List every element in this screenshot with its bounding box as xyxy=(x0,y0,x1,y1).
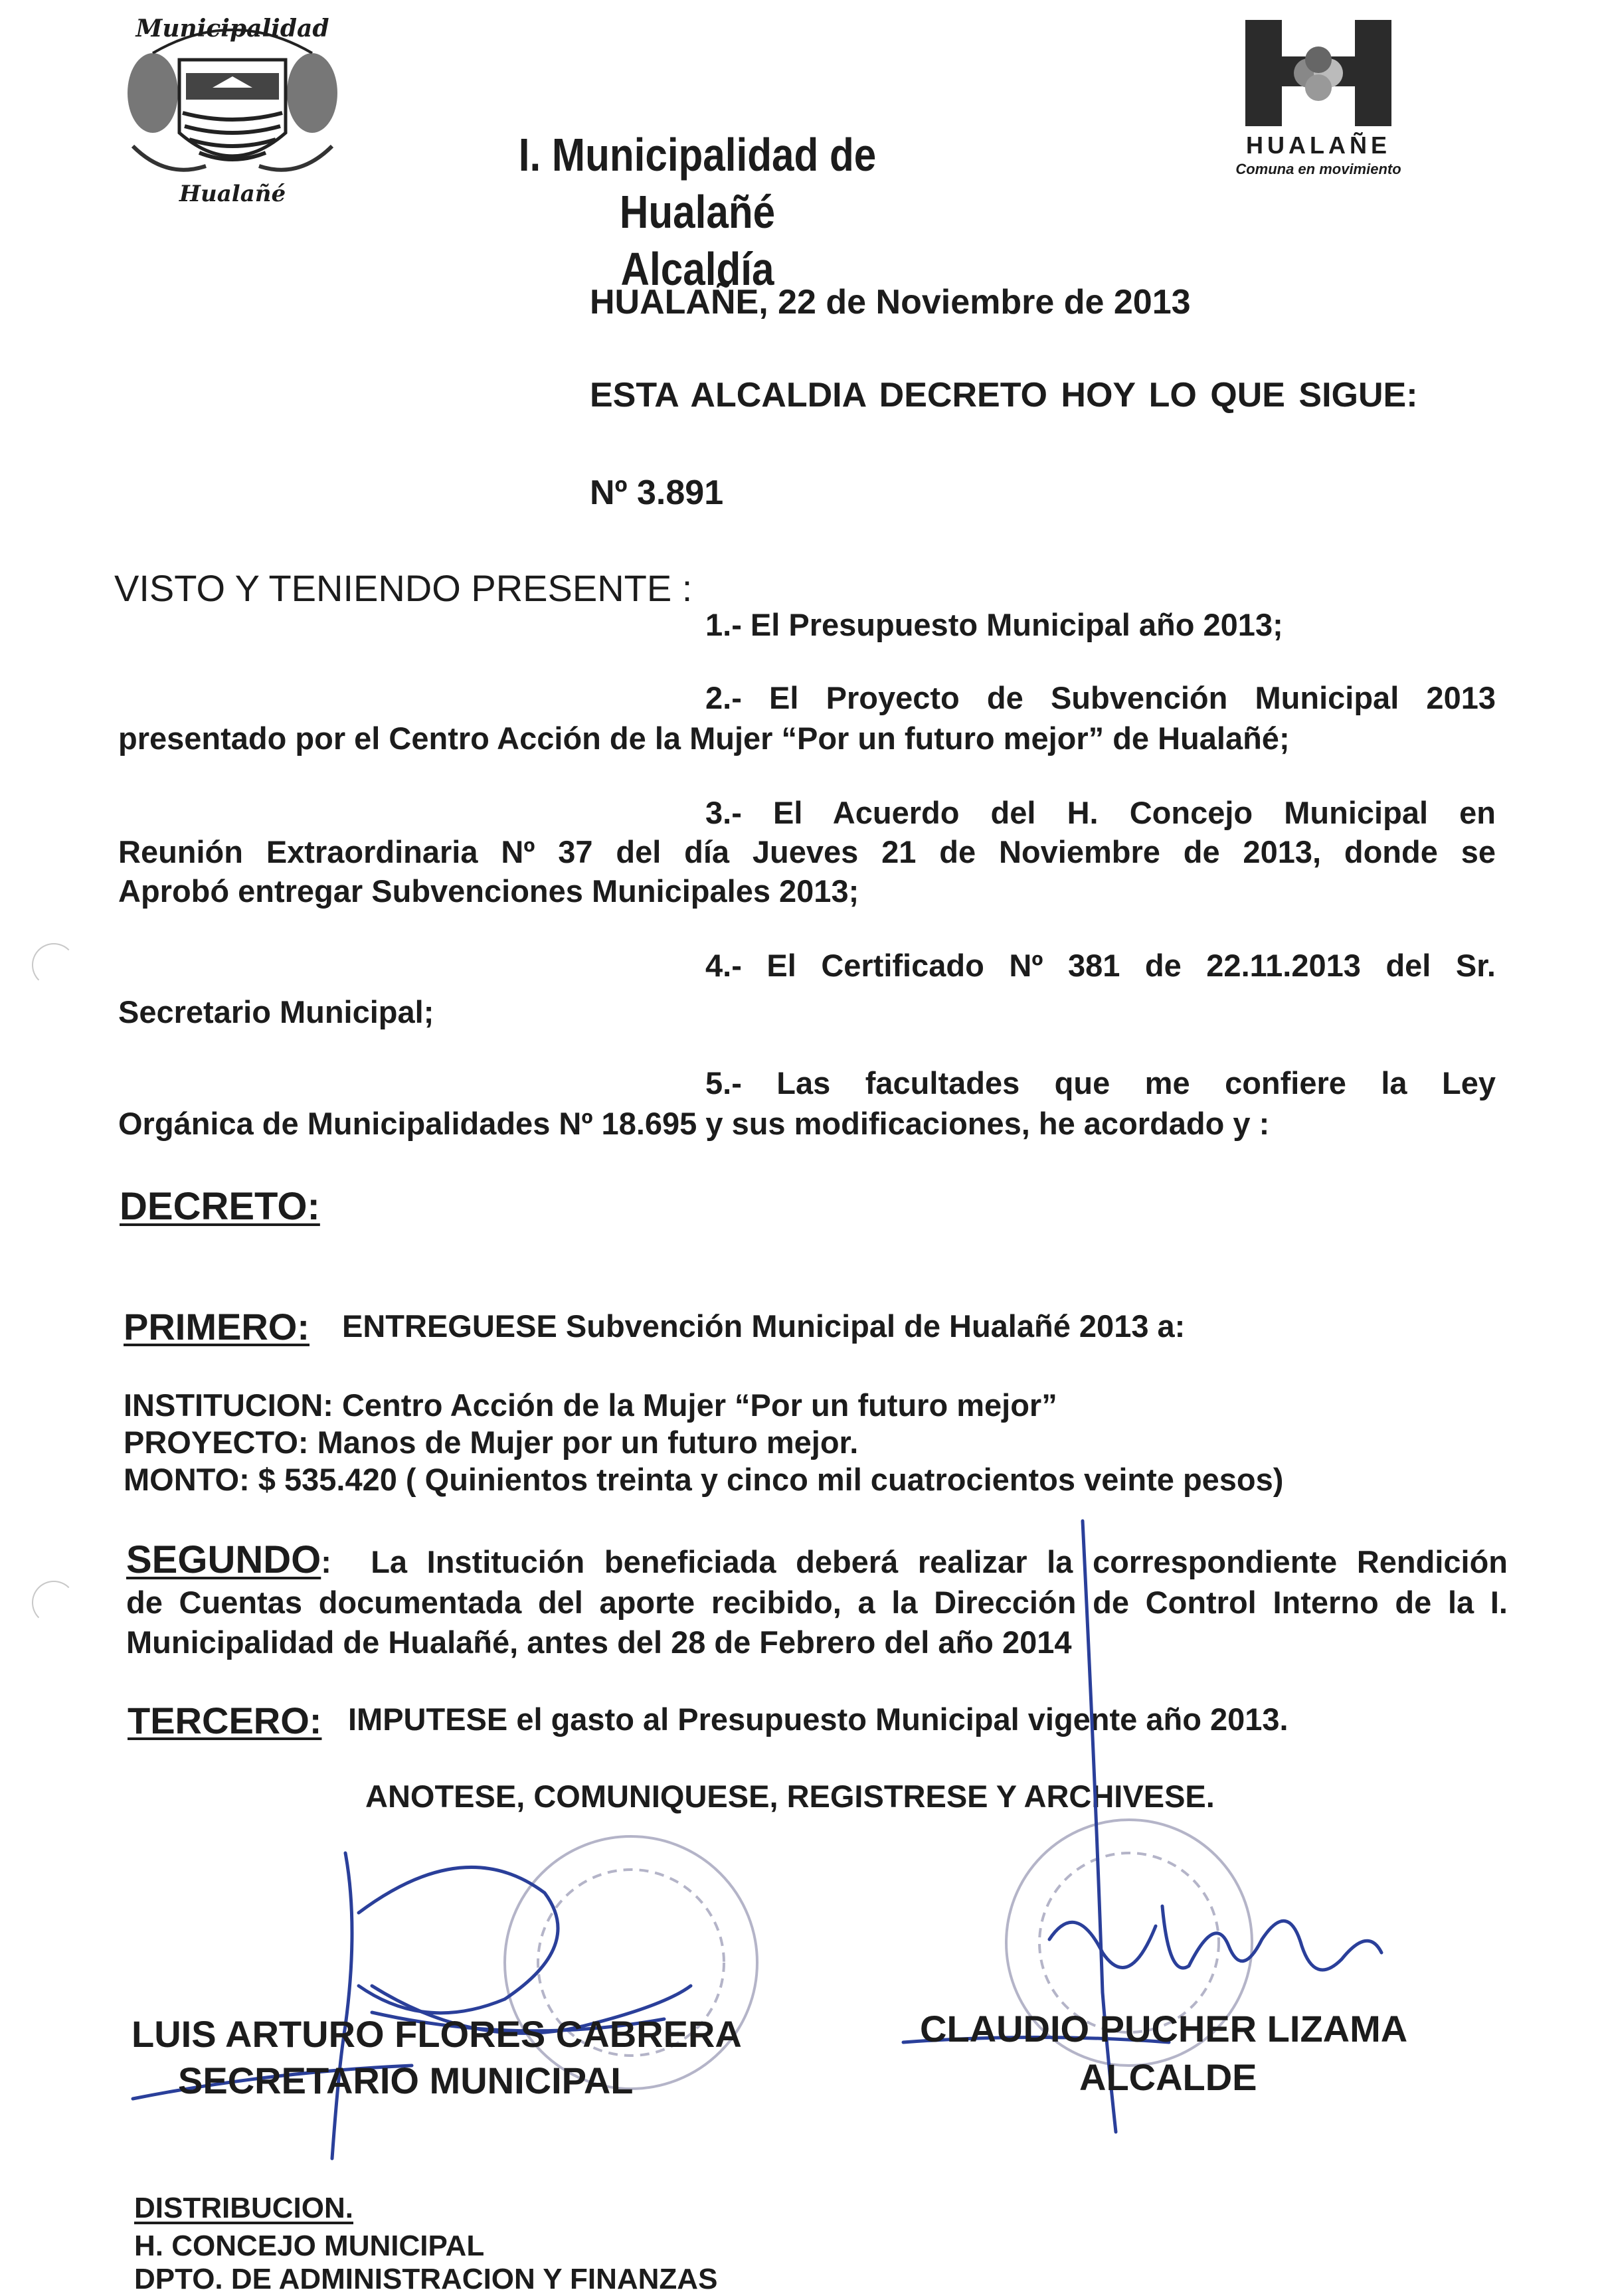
beneficiary-amount: MONTO: $ 535.420 ( Quinientos treinta y cinco mil cuatrocientos veinte pesos) xyxy=(124,1462,1284,1497)
mayor-title: ALCALDE xyxy=(1079,2056,1257,2098)
decree-intro: ESTA ALCALDIA DECRETO HOY LO QUE SIGUE: xyxy=(590,376,1418,414)
article-2-text-1: La Institución beneficiada deberá realizar la correspondiente Rendición xyxy=(371,1544,1508,1579)
closing-formula: ANOTESE, COMUNIQUESE, REGISTRESE Y ARCHIVESE. xyxy=(365,1779,1215,1814)
consideration-item-4-line-2: Secretario Municipal; xyxy=(118,994,434,1029)
distribution-item: DPTO. DE ADMINISTRACION Y FINANZAS xyxy=(134,2263,718,2295)
mayor-name: CLAUDIO PUCHER LIZAMA xyxy=(920,2008,1408,2050)
logo-text-top: Municipalidad xyxy=(135,15,329,43)
article-2-line-2: de Cuentas documentada del aporte recibido, a la Dirección de Control Interno de la I. xyxy=(126,1585,1508,1620)
consideration-item-1: 1.- El Presupuesto Municipal año 2013; xyxy=(705,607,1283,642)
secretary-handwritten-signature xyxy=(133,1853,691,2159)
article-2-line-3: Municipalidad de Hualañé, antes del 28 de Febrero del año 2014 xyxy=(126,1625,1072,1660)
considerations-heading: VISTO Y TENIENDO PRESENTE : xyxy=(114,567,693,609)
secretary-title: SECRETARIO MUNICIPAL xyxy=(178,2060,634,2101)
consideration-item-2-line-1: 2.- El Proyecto de Subvención Municipal 2013 xyxy=(705,680,1496,715)
logo-text-bottom: Hualañé xyxy=(179,181,286,207)
consideration-item-4-line-1: 4.- El Certificado Nº 381 de 22.11.2013 del Sr. xyxy=(705,948,1496,983)
consideration-item-3-line-2: Reunión Extraordinaria Nº 37 del día Jueves 21 de Noviembre de 2013, donde se xyxy=(118,834,1496,869)
consideration-item-2-line-2: presentado por el Centro Acción de la Mujer “Por un futuro mejor” de Hualañé; xyxy=(118,721,1290,756)
distribution-heading: DISTRIBUCION. xyxy=(134,2192,353,2224)
consideration-item-5-line-2: Orgánica de Municipalidades Nº 18.695 y sus modificaciones, he acordado y : xyxy=(118,1106,1270,1141)
decree-number: Nº 3.891 xyxy=(590,474,724,512)
consideration-item-3-line-1: 3.- El Acuerdo del H. Concejo Municipal en xyxy=(705,795,1496,830)
article-2-colon: : xyxy=(321,1544,331,1579)
consideration-item-3-line-3: Aprobó entregar Subvenciones Municipales 2013; xyxy=(118,873,859,909)
brand-tagline: Comuna en movimiento xyxy=(1235,161,1401,177)
article-2-label: SEGUNDO xyxy=(126,1538,321,1581)
secretary-name: LUIS ARTURO FLORES CABRERA xyxy=(132,2013,742,2055)
article-1-text: ENTREGUESE Subvención Municipal de Hualañé 2013 a: xyxy=(342,1308,1186,1344)
article-3-label: TERCERO: xyxy=(128,1700,322,1741)
title-line-1: I. Municipalidad de Hualañé xyxy=(518,129,877,238)
distribution-list xyxy=(134,2230,717,2296)
consideration-item-5-line-1: 5.- Las facultades que me confiere la Ley xyxy=(705,1065,1496,1101)
article-1-label: PRIMERO: xyxy=(124,1306,310,1348)
decree-heading: DECRETO: xyxy=(120,1185,320,1228)
distribution-item: H. CONCEJO MUNICIPAL xyxy=(134,2230,485,2262)
beneficiary-institution: INSTITUCION: Centro Acción de la Mujer “Por un futuro mejor” xyxy=(124,1387,1057,1423)
article-3-text: IMPUTESE el gasto al Presupuesto Municipal vigente año 2013. xyxy=(348,1702,1289,1737)
brand-name: HUALAÑE xyxy=(1246,132,1391,159)
date-line: HUALAÑE, 22 de Noviembre de 2013 xyxy=(590,283,1191,321)
beneficiary-project: PROYECTO: Manos de Mujer por un futuro mejor. xyxy=(124,1425,859,1460)
title-line-2: Alcaldía xyxy=(620,243,774,295)
